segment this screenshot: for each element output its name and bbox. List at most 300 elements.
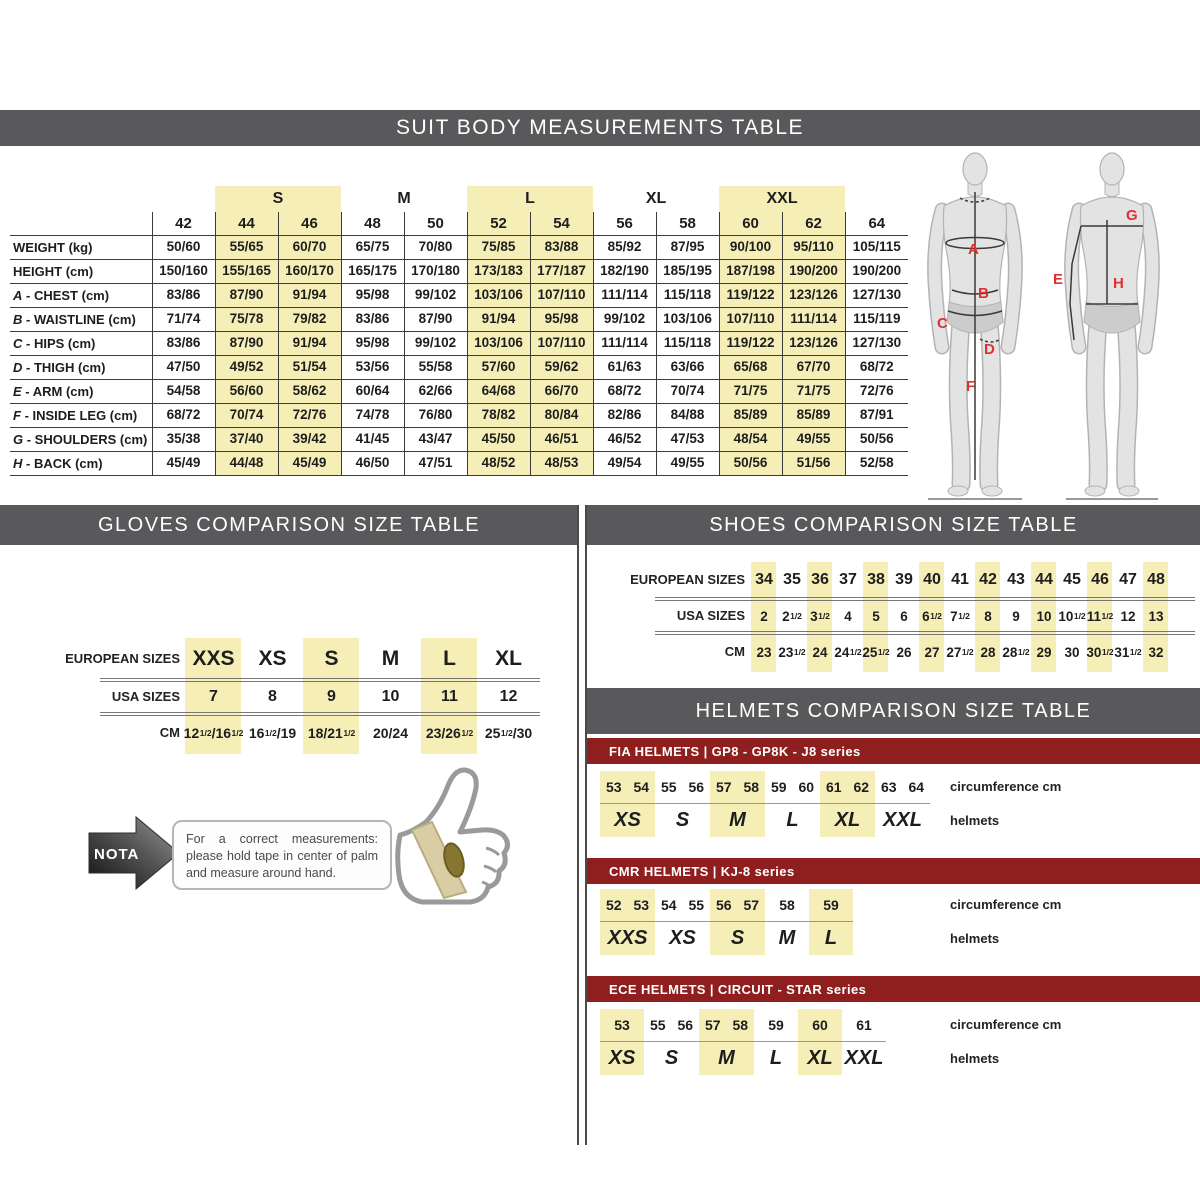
helmet-size-group — [754, 1009, 798, 1075]
european-size-cell: 38 — [867, 571, 885, 588]
european-size-cell: 44 — [1035, 571, 1053, 588]
usa-size-cell: 8 — [984, 608, 992, 624]
value-cell: 51/56 — [782, 452, 845, 476]
size-col-56: 56 — [593, 212, 656, 236]
helmet-size-cells — [655, 771, 710, 803]
helmet-size-cell: 59 — [770, 779, 787, 795]
helmet-size-cells — [765, 771, 820, 803]
row-label: C - HIPS (cm) — [10, 332, 152, 356]
value-cell: 119/122 — [719, 284, 782, 308]
helmet-size-group — [710, 771, 765, 837]
cm-size-cell: 24 1/2 — [834, 644, 862, 660]
helmet-size-cell: 54 — [633, 779, 650, 795]
value-cell: 65/75 — [341, 236, 404, 260]
shoes-comparison-table — [600, 565, 1200, 673]
helmet-size-cell: 55 — [649, 1017, 666, 1033]
helmet-size-table — [600, 889, 853, 955]
measurement-row — [10, 428, 908, 452]
value-cell: 95/98 — [341, 332, 404, 356]
value-cell: 67/70 — [782, 356, 845, 380]
value-cell: 155/165 — [215, 260, 278, 284]
value-cell: 45/49 — [278, 452, 341, 476]
european-size-cell: M — [381, 647, 400, 670]
usa-size-cell: 10 1/2 — [1058, 608, 1086, 624]
figure-label-B: B — [978, 285, 989, 302]
value-cell: 54/58 — [152, 380, 215, 404]
spacer-cell — [845, 186, 908, 212]
value-cell: 70/74 — [215, 404, 278, 428]
value-cell: 99/102 — [593, 308, 656, 332]
cm-size-cell: 26 — [896, 644, 912, 660]
measurement-row — [10, 236, 908, 260]
european-size-cell: 43 — [1007, 571, 1025, 588]
figure-label-E: E — [1053, 271, 1064, 288]
size-col-52: 52 — [467, 212, 530, 236]
value-cell: 165/175 — [341, 260, 404, 284]
helmet-size-cell: 63 — [880, 779, 897, 795]
row-label-european: EUROPEAN SIZES — [630, 572, 745, 587]
value-cell: 115/118 — [656, 284, 719, 308]
value-cell: 59/62 — [530, 356, 593, 380]
suit-body-measurements-table — [10, 186, 908, 476]
figure-label-A: A — [968, 241, 979, 258]
value-cell: 160/170 — [278, 260, 341, 284]
value-cell: 45/50 — [467, 428, 530, 452]
usa-size-cell: 6 — [900, 608, 908, 624]
helmet-size-cell: 54 — [660, 897, 677, 913]
value-cell: 87/95 — [656, 236, 719, 260]
gloves-table-title: GLOVES COMPARISON SIZE TABLE — [97, 513, 481, 536]
european-size-cell: 39 — [895, 571, 913, 588]
value-cell: 119/122 — [719, 332, 782, 356]
figure-label-C: C — [937, 315, 948, 332]
value-cell: 123/126 — [782, 284, 845, 308]
value-cell: 46/52 — [593, 428, 656, 452]
value-cell: 170/180 — [404, 260, 467, 284]
helmet-size-cells — [809, 889, 853, 921]
figure-label-H: H — [1113, 275, 1124, 292]
shoes-table-title: SHOES COMPARISON SIZE TABLE — [709, 513, 1078, 536]
usa-size-cell: 7 — [209, 688, 218, 705]
helmet-size-group — [820, 771, 875, 837]
row-label: D - THIGH (cm) — [10, 356, 152, 380]
helmet-letter-cell: XXL — [883, 808, 922, 831]
helmet-series-bar — [587, 976, 1200, 1002]
usa-size-cell: 4 — [844, 608, 852, 624]
helmet-series-bar — [587, 858, 1200, 884]
row-label: B - WAISTLINE (cm) — [10, 308, 152, 332]
helmet-size-group — [875, 771, 930, 837]
value-cell: 61/63 — [593, 356, 656, 380]
row-label: WEIGHT (kg) — [10, 236, 152, 260]
size-col-42: 42 — [152, 212, 215, 236]
helmet-size-group — [765, 771, 820, 837]
cm-size-cell: 28 — [980, 644, 996, 660]
measurement-row — [10, 260, 908, 284]
european-size-cell: 47 — [1119, 571, 1137, 588]
value-cell: 87/90 — [215, 284, 278, 308]
helmet-size-group — [600, 889, 655, 955]
measurement-row — [10, 308, 908, 332]
nota-label: NOTA — [94, 846, 140, 863]
value-cell: 99/102 — [404, 332, 467, 356]
helmet-size-cell: 57 — [715, 779, 732, 795]
size-number-row — [10, 212, 908, 236]
value-cell: 53/56 — [341, 356, 404, 380]
value-cell: 182/190 — [593, 260, 656, 284]
helmet-size-table — [600, 771, 930, 837]
helmet-size-cell: 62 — [853, 779, 870, 795]
value-cell: 150/160 — [152, 260, 215, 284]
helmet-size-table — [600, 1009, 886, 1075]
value-cell: 80/84 — [530, 404, 593, 428]
helmet-size-cell: 59 — [823, 897, 839, 913]
helmet-size-cells — [600, 1009, 644, 1041]
measurement-row — [10, 332, 908, 356]
helmet-size-cells — [600, 771, 655, 803]
size-col-60: 60 — [719, 212, 782, 236]
value-cell: 83/86 — [152, 284, 215, 308]
value-cell: 50/60 — [152, 236, 215, 260]
cm-size-cell: 32 — [1148, 644, 1164, 660]
helmet-size-cell: 59 — [768, 1017, 784, 1033]
measurement-row — [10, 404, 908, 428]
usa-size-cell: 2 1/2 — [782, 608, 802, 624]
helmet-size-group — [655, 889, 710, 955]
value-cell: 103/106 — [467, 284, 530, 308]
helmet-size-cell: 58 — [743, 779, 760, 795]
helmet-size-group — [699, 1009, 754, 1075]
size-col-44: 44 — [215, 212, 278, 236]
helmet-letter-cell: S — [730, 926, 745, 949]
helmet-size-group — [655, 771, 710, 837]
cm-size-cell: 20/24 — [372, 725, 409, 741]
circumference-label: circumference cm — [950, 779, 1062, 794]
value-cell: 44/48 — [215, 452, 278, 476]
helmets-label: helmets — [950, 931, 1000, 946]
helmet-series-bar — [587, 738, 1200, 764]
usa-size-cell: 13 — [1148, 608, 1164, 624]
value-cell: 68/72 — [593, 380, 656, 404]
cm-size-cell: 30 — [1064, 644, 1080, 660]
body-measurement-figures — [900, 142, 1200, 510]
european-size-cell: 46 — [1091, 571, 1109, 588]
helmet-letter-cell: M — [778, 926, 796, 949]
european-size-cell: 36 — [811, 571, 829, 588]
divider-line — [655, 631, 1195, 635]
usa-size-cell: 10 — [381, 688, 400, 705]
value-cell: 37/40 — [215, 428, 278, 452]
size-group-cell: M — [397, 189, 411, 207]
value-cell: 65/68 — [719, 356, 782, 380]
helmet-size-cell: 61 — [856, 1017, 872, 1033]
usa-size-cell: 12 — [499, 688, 518, 705]
cm-size-cell: 24 — [812, 644, 828, 660]
helmet-letter-cell: M — [729, 808, 746, 831]
gloves-comparison-table — [60, 642, 540, 758]
helmet-letter-cell: M — [718, 1046, 735, 1069]
value-cell: 91/94 — [467, 308, 530, 332]
helmet-size-cell: 58 — [779, 897, 795, 913]
value-cell: 76/80 — [404, 404, 467, 428]
value-cell: 85/89 — [782, 404, 845, 428]
value-cell: 85/92 — [593, 236, 656, 260]
european-size-cell: 41 — [951, 571, 969, 588]
value-cell: 72/76 — [845, 380, 908, 404]
helmet-letter-cell: XS — [614, 808, 641, 831]
row-label-usa: USA SIZES — [111, 689, 180, 704]
cm-size-cell: 23/26 1/2 — [425, 725, 474, 741]
size-col-48: 48 — [341, 212, 404, 236]
thumbs-up-measure-icon — [382, 760, 517, 920]
helmet-size-cell: 58 — [732, 1017, 749, 1033]
value-cell: 52/58 — [845, 452, 908, 476]
value-cell: 58/62 — [278, 380, 341, 404]
value-cell: 91/94 — [278, 284, 341, 308]
size-col-62: 62 — [782, 212, 845, 236]
european-size-cell: 42 — [979, 571, 997, 588]
helmet-letter-cell: XL — [807, 1046, 833, 1069]
helmet-size-cells — [754, 1009, 798, 1041]
value-cell: 105/115 — [845, 236, 908, 260]
european-size-cell: XL — [495, 647, 522, 670]
helmet-letter-cell: XXS — [607, 926, 648, 949]
helmet-size-cells — [644, 1009, 699, 1041]
value-cell: 107/110 — [530, 332, 593, 356]
measurement-row — [10, 380, 908, 404]
measurement-row — [10, 356, 908, 380]
row-label-cm: CM — [724, 644, 745, 659]
value-cell: 115/118 — [656, 332, 719, 356]
value-cell: 103/106 — [467, 332, 530, 356]
value-cell: 41/45 — [341, 428, 404, 452]
value-cell: 49/52 — [215, 356, 278, 380]
row-label: A - CHEST (cm) — [10, 284, 152, 308]
helmets-label: helmets — [950, 813, 1000, 828]
usa-size-cell: 9 — [1012, 608, 1020, 624]
helmet-size-group — [809, 889, 853, 955]
value-cell: 111/114 — [782, 308, 845, 332]
value-cell: 62/66 — [404, 380, 467, 404]
usa-size-cell: 10 — [1036, 608, 1052, 624]
measurement-note: For a correct measurements: please hold tape in center of palm and measure around hand. — [172, 820, 392, 890]
helmet-size-cell: 56 — [688, 779, 705, 795]
helmet-letter-cell: XS — [608, 1046, 636, 1069]
value-cell: 123/126 — [782, 332, 845, 356]
helmet-size-cell: 60 — [812, 1017, 828, 1033]
helmet-size-cell: 53 — [633, 897, 650, 913]
value-cell: 103/106 — [656, 308, 719, 332]
row-label-usa: USA SIZES — [676, 608, 745, 623]
european-size-cell: 45 — [1063, 571, 1081, 588]
value-cell: 68/72 — [845, 356, 908, 380]
value-cell: 71/75 — [719, 380, 782, 404]
value-cell: 75/78 — [215, 308, 278, 332]
value-cell: 66/70 — [530, 380, 593, 404]
european-size-cell: 35 — [783, 571, 801, 588]
size-col-46: 46 — [278, 212, 341, 236]
helmet-letter-cell: XS — [669, 926, 696, 949]
spacer-cell — [10, 186, 215, 212]
suit-table-title: SUIT BODY MEASUREMENTS TABLE — [395, 116, 805, 139]
helmet-size-cell: 57 — [704, 1017, 721, 1033]
value-cell: 95/98 — [341, 284, 404, 308]
european-size-cell: 48 — [1147, 571, 1165, 588]
divider-line — [655, 597, 1195, 601]
usa-size-cell: 3 1/2 — [810, 608, 830, 624]
value-cell: 50/56 — [845, 428, 908, 452]
value-cell: 35/38 — [152, 428, 215, 452]
european-size-cell: 34 — [755, 571, 773, 588]
value-cell: 95/98 — [530, 308, 593, 332]
helmet-size-cell: 53 — [614, 1017, 630, 1033]
european-size-cell: 37 — [839, 571, 857, 588]
cm-size-cell: 23 1/2 — [778, 644, 806, 660]
shoes-table-header-bar — [587, 505, 1200, 545]
helmet-divider-line — [600, 803, 930, 804]
value-cell: 127/130 — [845, 332, 908, 356]
value-cell: 87/90 — [215, 332, 278, 356]
value-cell: 63/66 — [656, 356, 719, 380]
value-cell: 64/68 — [467, 380, 530, 404]
helmet-letter-cell: L — [769, 1046, 783, 1069]
divider-line — [100, 678, 540, 682]
value-cell: 48/53 — [530, 452, 593, 476]
cm-size-cell: 27 — [924, 644, 940, 660]
column-divider-line — [577, 505, 579, 1145]
value-cell: 190/200 — [782, 260, 845, 284]
usa-size-cell: 8 — [268, 688, 277, 705]
european-size-cell: S — [324, 647, 339, 670]
cm-size-cell: 16 1/2 /19 — [248, 725, 297, 741]
helmet-size-cells — [798, 1009, 842, 1041]
figure-label-F: F — [966, 378, 976, 395]
helmet-size-group — [600, 1009, 644, 1075]
value-cell: 74/78 — [341, 404, 404, 428]
divider-line — [100, 712, 540, 716]
value-cell: 49/55 — [656, 452, 719, 476]
cm-size-cell: 27 1/2 — [946, 644, 974, 660]
value-cell: 177/187 — [530, 260, 593, 284]
size-col-64: 64 — [845, 212, 908, 236]
cm-size-cell: 23 — [756, 644, 772, 660]
size-col-50: 50 — [404, 212, 467, 236]
helmet-series-name: ECE HELMETS | CIRCUIT - STAR series — [609, 981, 867, 997]
nota-arrow-icon — [86, 814, 182, 892]
value-cell: 71/75 — [782, 380, 845, 404]
value-cell: 173/183 — [467, 260, 530, 284]
cm-size-cell: 25 1/2 — [862, 644, 890, 660]
helmets-table-title: HELMETS COMPARISON SIZE TABLE — [695, 699, 1092, 722]
helmet-size-group — [798, 1009, 842, 1075]
value-cell: 70/74 — [656, 380, 719, 404]
value-cell: 95/110 — [782, 236, 845, 260]
value-cell: 49/55 — [782, 428, 845, 452]
helmet-size-cell: 55 — [688, 897, 705, 913]
value-cell: 107/110 — [530, 284, 593, 308]
value-cell: 46/51 — [530, 428, 593, 452]
row-label-cm: CM — [159, 725, 180, 740]
helmet-size-cell: 56 — [715, 897, 732, 913]
helmet-size-cells — [842, 1009, 886, 1041]
cm-size-cell: 18/21 1/2 — [307, 725, 356, 741]
helmet-size-cell: 57 — [743, 897, 760, 913]
helmet-size-cells — [875, 771, 930, 803]
value-cell: 56/60 — [215, 380, 278, 404]
measurement-row — [10, 452, 908, 476]
figure-label-D: D — [984, 341, 995, 358]
helmet-size-cells — [710, 889, 765, 921]
helmet-size-group — [644, 1009, 699, 1075]
helmet-series-name: CMR HELMETS | KJ-8 series — [609, 863, 795, 879]
size-group-cell: XXL — [719, 186, 845, 212]
size-col-58: 58 — [656, 212, 719, 236]
helmet-size-group — [765, 889, 809, 955]
row-label: E - ARM (cm) — [10, 380, 152, 404]
helmet-size-cell: 53 — [605, 779, 622, 795]
cm-size-cell: 12 1/2 /16 1/2 — [183, 725, 244, 741]
helmet-size-cell: 55 — [660, 779, 677, 795]
value-cell: 70/80 — [404, 236, 467, 260]
value-cell: 45/49 — [152, 452, 215, 476]
value-cell: 49/54 — [593, 452, 656, 476]
helmet-size-group — [600, 771, 655, 837]
value-cell: 83/86 — [341, 308, 404, 332]
value-cell: 43/47 — [404, 428, 467, 452]
value-cell: 46/50 — [341, 452, 404, 476]
value-cell: 47/51 — [404, 452, 467, 476]
value-cell: 87/91 — [845, 404, 908, 428]
size-col-54: 54 — [530, 212, 593, 236]
suit-table-header-bar — [0, 110, 1200, 146]
circumference-label: circumference cm — [950, 1017, 1062, 1032]
helmet-size-cells — [655, 889, 710, 921]
value-cell: 107/110 — [719, 308, 782, 332]
spacer-cell — [10, 212, 152, 236]
value-cell: 51/54 — [278, 356, 341, 380]
usa-size-cell: 6 1/2 — [922, 608, 942, 624]
value-cell: 75/85 — [467, 236, 530, 260]
row-label-european: EUROPEAN SIZES — [65, 651, 180, 666]
helmet-letter-cell: L — [824, 926, 838, 949]
row-label: HEIGHT (cm) — [10, 260, 152, 284]
size-group-cell: S — [215, 186, 341, 212]
value-cell: 83/88 — [530, 236, 593, 260]
usa-size-cell: 11 1/2 — [1086, 608, 1114, 624]
helmets-label: helmets — [950, 1051, 1000, 1066]
value-cell: 79/82 — [278, 308, 341, 332]
measurement-row — [10, 284, 908, 308]
size-group-cell: XL — [645, 189, 667, 207]
size-group-row — [10, 186, 908, 212]
cm-size-cell: 25 1/2 /30 — [484, 725, 533, 741]
value-cell: 50/56 — [719, 452, 782, 476]
value-cell: 55/65 — [215, 236, 278, 260]
row-label: G - SHOULDERS (cm) — [10, 428, 152, 452]
usa-size-cell: 5 — [872, 608, 880, 624]
helmet-divider-line — [600, 921, 853, 922]
value-cell: 91/94 — [278, 332, 341, 356]
value-cell: 55/58 — [404, 356, 467, 380]
helmet-size-cell: 60 — [798, 779, 815, 795]
value-cell: 82/86 — [593, 404, 656, 428]
value-cell: 90/100 — [719, 236, 782, 260]
european-size-cell: XS — [258, 647, 287, 670]
value-cell: 115/119 — [845, 308, 908, 332]
european-size-cell: 40 — [923, 571, 941, 588]
value-cell: 187/198 — [719, 260, 782, 284]
value-cell: 47/53 — [656, 428, 719, 452]
